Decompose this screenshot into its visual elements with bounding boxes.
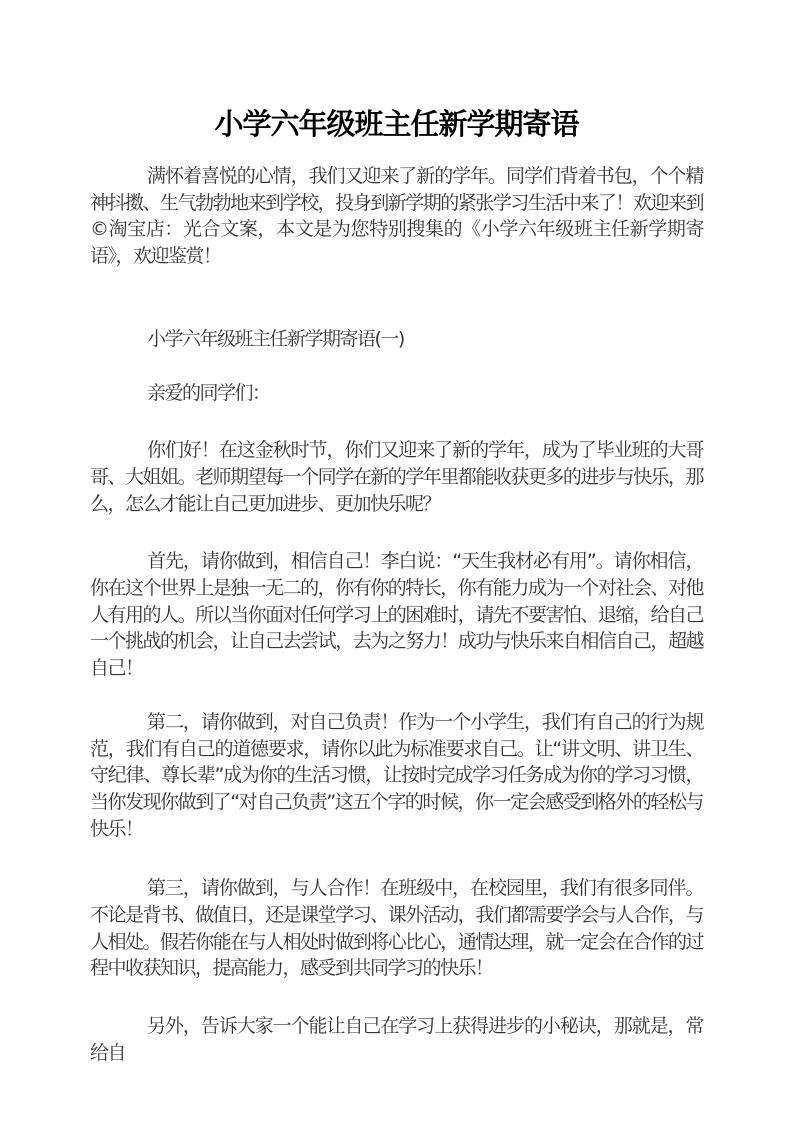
intro-paragraph: 满怀着喜悦的心情，我们又迎来了新的学年。同学们背着书包，个个精神抖擞、生气勃勃地来到学校，投身到新学期的紧张学习生活中来了！欢迎来到©淘宝店：光合文案，本文是为您特别搜集的《小学六年级班主任新学期寄语》，欢迎鉴赏！ bbox=[90, 165, 703, 268]
paragraph-self-responsibility: 第二，请你做到，对自己负责！作为一个小学生，我们有自己的行为规范，我们有自己的道德要求，请你以此为标准要求自己。让“讲文明、讲卫生、守纪律、尊长辈”成为你的生活习惯，让按时完成学习任务成为你的学习习惯，当你发现你做到了“对自己负责”这五个字的时候，你一定会感受到格外的轻松与快乐！ bbox=[90, 710, 703, 840]
salutation: 亲爱的同学们： bbox=[147, 381, 270, 404]
paragraph-cooperation: 第三，请你做到，与人合作！在班级中，在校园里，我们有很多同伴。不论是背书、做值日，还是课堂学习、课外活动，我们都需要学会与人合作，与人相处。假若你能在与人相处时做到将心比心，通情达理，就一定会在合作的过程中收获知识，提高能力，感受到共同学习的快乐！ bbox=[90, 877, 703, 980]
paragraph-study-tip: 另外，告诉大家一个能让自己在学习上获得进步的小秘诀，那就是，常给自 bbox=[90, 1015, 703, 1064]
paragraph-believe-yourself: 首先，请你做到，相信自己！李白说：“天生我材必有用”。请你相信，你在这个世界上是独一无二的，你有你的特长，你有能力成为一个对社会、对他人有用的人。所以当你面对任何学习上的困难时，请先不要害怕、退缩，给自己一个挑战的机会，让自己去尝试，去为之努力！成功与快乐来自相信自己，超越自己！ bbox=[90, 550, 703, 680]
document-title: 小学六年级班主任新学期寄语 bbox=[214, 107, 579, 141]
paragraph-welcome: 你们好！在这金秋时节，你们又迎来了新的学年，成为了毕业班的大哥哥、大姐姐。老师期望每一个同学在新的学年里都能收获更多的进步与快乐，那么，怎么才能让自己更加进步、更加快乐呢？ bbox=[90, 439, 703, 515]
section-heading: 小学六年级班主任新学期寄语(一) bbox=[147, 327, 404, 350]
